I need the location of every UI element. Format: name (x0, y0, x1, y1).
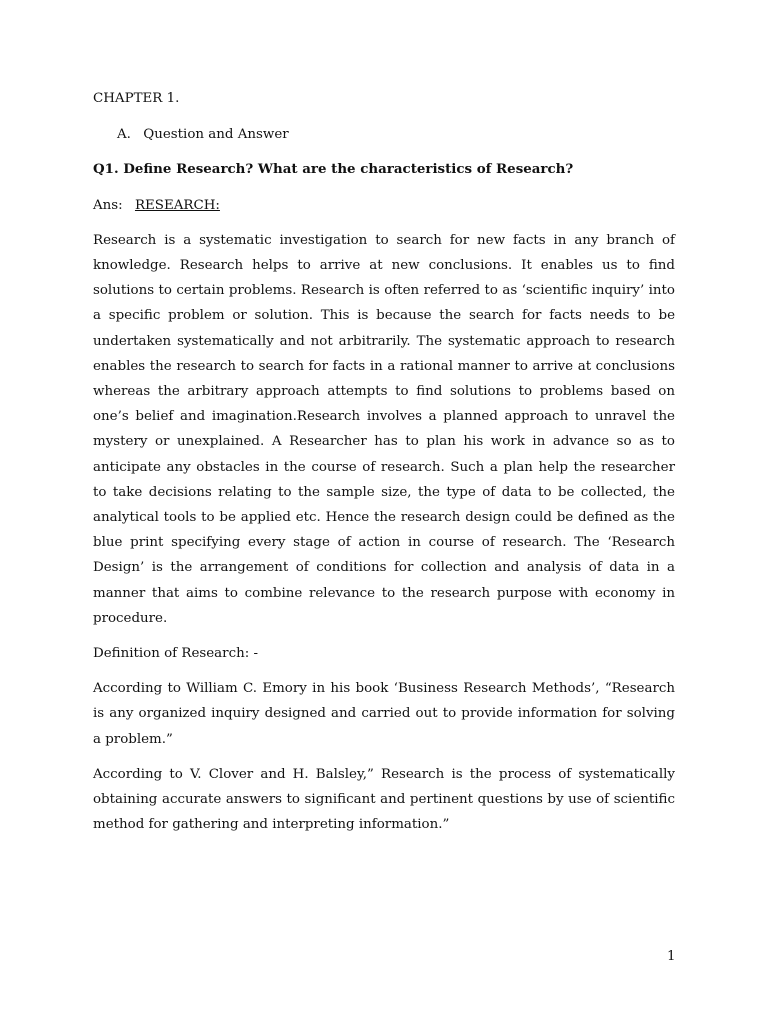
question-heading: Q1. Define Research? What are the characteristics of Research? (93, 161, 574, 178)
answer-label: Ans: (93, 197, 123, 213)
emory-definition-paragraph: According to William C. Emory in his book ‘Business Research Methods’, “Research is any organized inquiry designed and carried out to provide information for solving a problem.” (93, 681, 675, 747)
clover-definition-paragraph: According to V. Clover and H. Balsley,” Research is the process of systematically obtaining accurate answers to significant and pertinent questions by use of scientific method for gathering and interpreting information.” (93, 766, 675, 833)
research-paragraph: Research is a systematic investigation to search for new facts in any branch of knowledge. Research helps to arrive at new conclusions. It enables us to find solutions to certain problems. Research is often referred to as ‘scientific inquiry’ into a specific problem or solution. This is because the search for facts needs to be undertaken systematically and not arbitrarily. The systematic approach to research enables the research to search for facts in a rational manner to arrive at conclusions whereas the arbitrary approach attempts to find solutions to problems based on one’s belief and imagination.Research involves a planned approach to unravel the mystery or unexplained. A Researcher has to plan his work in advance so as to anticipate any obstacles in the course of research. Such a plan help the researcher to take decisions relating to the sample size, the type of data to be collected, the analytical tools to be applied etc. Hence the research design could be defined as the blue print specifying every stage of action in course of research. The ‘Research Design’ is the arrangement of conditions for collection and analysis of data in a manner that aims to combine relevance to the research purpose with economy in procedure. (93, 232, 675, 626)
chapter-heading: CHAPTER 1. (93, 91, 180, 106)
answer-heading (93, 193, 675, 218)
definition-heading: Definition of Research: - (93, 646, 258, 662)
page-content (93, 86, 675, 847)
section-heading (93, 122, 675, 147)
section-title: Question and Answer (143, 127, 289, 143)
page-number: 1 (667, 949, 676, 964)
section-letter: A. (117, 127, 131, 143)
answer-topic: RESEARCH: (134, 197, 220, 213)
